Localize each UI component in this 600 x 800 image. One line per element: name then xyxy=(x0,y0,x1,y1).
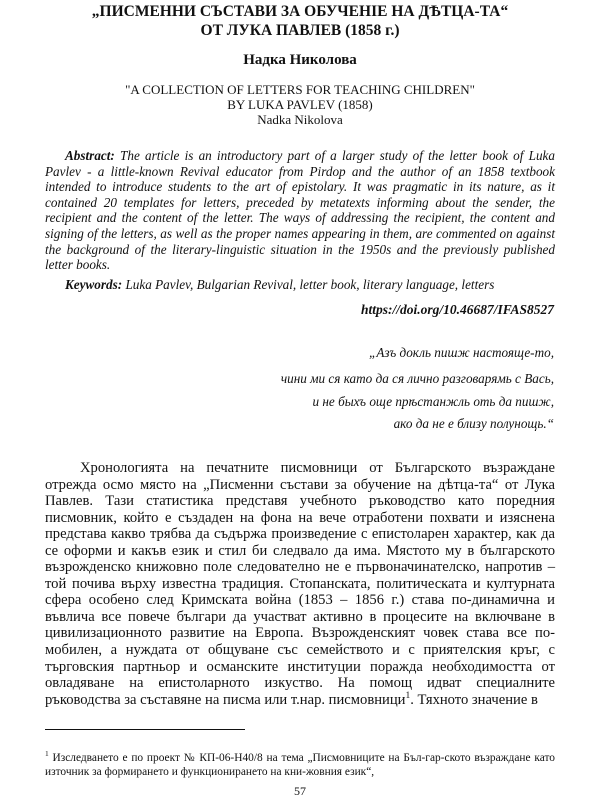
body-text-tail: . Тяхното значение в xyxy=(410,691,538,708)
footnote-text: Изследването е по проект № КП-06-Н40/8 на тема „Писмовниците на Бъл-гар-ското възраждане като източник за формирането и функционирането на кни-жовния език“, xyxy=(45,752,555,778)
english-author: Nadka Nikolova xyxy=(257,112,343,127)
epigraph-line-2: чини ми ся като да ся лично разговарямь с Вась, xyxy=(280,371,554,386)
epigraph-line-4: ако да не е близу полунощь.“ xyxy=(393,416,554,431)
abstract-text: The article is an introductory part of a larger study of the letter book of Luka Pavlev - a little-known Revival educator from Pirdop and the author of an 1858 textbook intended to introduce students to the art of epistolary. It was pragmatic in its nature, as it contained 20 templates for letters, preceded by metatexts informing about the sender, the recipient and the content of the letter. The ways of addressing the recipient, the content and signing of the letters, as well as the proper names appearing in them, are commented on against the background of the literary-linguistic situation in the 1950s and the previously published letter books. xyxy=(45,148,556,273)
body-text-main: Хронологията на печатните писмовници от Българското възраждане отрежда осмо място на „Писменни състави за обучение на дѣтца-та“ от Лука Павлев. Тази статистика представя учебното ръководство като поредния писмовник, който е създаден на фона на вече отработени похвати и изяснена представа какво трябва да съдържа произведение с епистоларен характер, как да се оформи и какъв език и стил би следвало да има. Мястото му в българското възрожденско книжовно поле следователно не е първоначинателско, напротив – той почива върху известна традиция. Стопанската, политическата и културната сфера особено след Кримската война (1853 – 1856 г.) става по-динамична и въвлича все повече българи да участват активно в процесите на включване в цивилизационното развитие на Европа. Възрожденският човек става все по-мобилен, а нуждата от общуване със семейството и с приятелския кръг, с търговския партньор и османските институции поражда необходимостта от овладяване на епистоларното изкуство. На помощ идват специалните ръководства за съставяне на писма или т.нар. писмовници xyxy=(45,460,555,708)
keywords-label: Keywords: xyxy=(65,277,123,292)
footnote xyxy=(45,751,555,779)
footnote-divider xyxy=(45,729,245,730)
bulgarian-title-line-1: „ПИСМЕННИ СЪСТАВИ ЗА ОБУЧЕНIЕ НА ДѢТЦА-ТА“ xyxy=(91,3,509,20)
epigraph-line-1: „Азъ докль пишж настояще-то, xyxy=(369,345,554,360)
keywords-line xyxy=(45,277,555,293)
bulgarian-title-line-2: ОТ ЛУКА ПАВЛЕВ (1858 г.) xyxy=(200,22,400,39)
body-paragraph xyxy=(45,460,555,708)
english-title-line-2: BY LUKA PAVLEV (1858) xyxy=(227,97,373,112)
abstract-paragraph xyxy=(45,148,555,273)
epigraph-line-3: и не быхъ още прѣстанжль оть да пишж, xyxy=(312,394,554,409)
footnote-reference[interactable]: 1 xyxy=(405,690,411,701)
keywords-text: Luka Pavlev, Bulgarian Revival, letter book, literary language, letters xyxy=(125,277,495,292)
footnote-marker: 1 xyxy=(45,749,49,759)
abstract-label: Abstract: xyxy=(65,148,115,163)
doi-link[interactable]: https://doi.org/10.46687/IFAS8527 xyxy=(360,302,554,317)
english-title-line-1: "A COLLECTION OF LETTERS FOR TEACHING CHILDREN" xyxy=(125,82,475,97)
bulgarian-author: Надка Николова xyxy=(243,52,357,68)
page-number: 57 xyxy=(294,784,306,798)
